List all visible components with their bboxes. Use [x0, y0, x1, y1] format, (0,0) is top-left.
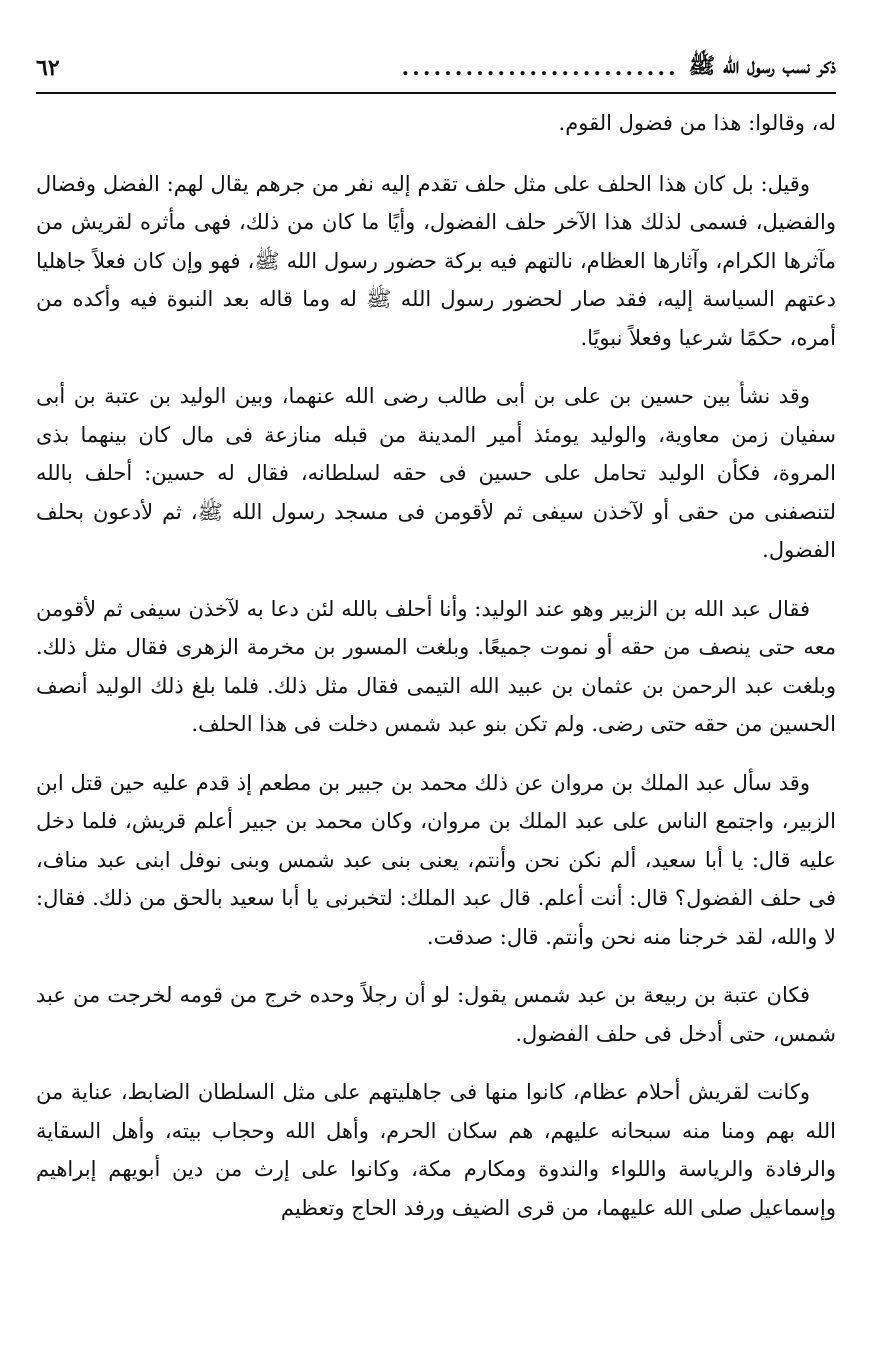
- header-leader-dots: ..........................: [401, 55, 679, 81]
- paragraph-5: وقد سأل عبد الملك بن مروان عن ذلك محمد بن جبير بن مطعم إذ قدم عليه حين قتل ابن الزبير، واجتمع الناس على عبد الملك بن مروان، وكان محمد بن جبير أعلم قريش، فلما دخل عليه قال: يا أبا سعيد، ألم نكن نحن وأنتم، يعنى بنى عبد شمس وبنى نوفل ابنى عبد مناف، فى حلف الفضول؟ قال: أنت أعلم. قال عبد الملك: لتخبرنى يا أبا سعيد بالحق من ذلك. فقال: لا والله، لقد خرجنا منه نحن وأنتم. قال: صدقت.: [36, 770, 837, 949]
- paragraph-7: وكانت لقريش أحلام عظام، كانوا منها فى جاهليتهم على مثل السلطان الضابط، عناية من الله بهم ومنا منه سبحانه عليهم، هم سكان الحرم، وأهل الله وحجاب بيته، وأهل السقاية والرفادة والرياسة واللواء والندوة ومكارم مكة، وكانوا على إرث من دين أبويهم إبراهيم وإسماعيل صلى الله عليهما، من قرى الضيف ورفد الحاج وتعظيم: [36, 1080, 836, 1220]
- header-title: ذكر نسب رسول الله ﷺ: [688, 53, 836, 79]
- paragraph-6: فكان عتبة بن ربيعة بن عبد شمس يقول: لو أن رجلاً وحده خرج من قومه لخرجت من عبد شمس، حتى أدخل فى حلف الفضول.: [36, 983, 836, 1046]
- body-text: [36, 104, 836, 1227]
- paragraph-2: وقيل: بل كان هذا الحلف على مثل حلف تقدم إليه نفر من جرهم يقال لهم: الفضل وفضال والفضيل، فسمى لذلك هذا الآخر حلف الفضول، وأيًا ما كان من ذلك، فهى مأثره لقريش من مآثرها الكرام، وآثارها العظام، نالتهم فيه بركة حضور رسول الله ﷺ، فهو وإن كان فعلاً جاهليا دعتهم السياسة إليه، فقد صار لحضور رسول الله ﷺ له وما قاله بعد النبوة فيه وأكده من أمره، حكمًا شرعيا وفعلاً نبويًا.: [36, 171, 836, 350]
- book-page: [36, 48, 836, 1348]
- running-header: [36, 48, 836, 94]
- paragraph-3: وقد نشأ بين حسين بن على بن أبى طالب رضى الله عنهما، وبين الوليد بن عتبة بن أبى سفيان زمن معاوية، والوليد يومئذ أمير المدينة من قبله منازعة فى مال كان بينهما بذى المروة، فكأن الوليد تحامل على حسين فى حقه لسلطانه، فقال له حسين: أحلف بالله لتنصفنى من حقى أو لآخذن سيفى ثم لأقومن فى مسجد رسول الله ﷺ، ثم لأدعون بحلف الفضول.: [36, 384, 836, 562]
- paragraph-1: له، وقالوا: هذا من فضول القوم.: [558, 111, 836, 135]
- paragraph-4: فقال عبد الله بن الزبير وهو عند الوليد: وأنا أحلف بالله لئن دعا به لآخذن سيفى ثم لأقومن معه حتى ينصف من حقه أو نموت جميعًا. وبلغت المسور بن مخرمة الزهرى فقال مثل ذلك. وبلغت عبد الرحمن بن عثمان بن عبيد الله التيمى فقال مثل ذلك. فلما بلغ ذلك الوليد أنصف الحسين من حقه حتى رضى. ولم تكن بنو عبد شمس دخلت فى هذا الحلف.: [36, 596, 836, 736]
- page-number: ٦٢: [36, 55, 60, 81]
